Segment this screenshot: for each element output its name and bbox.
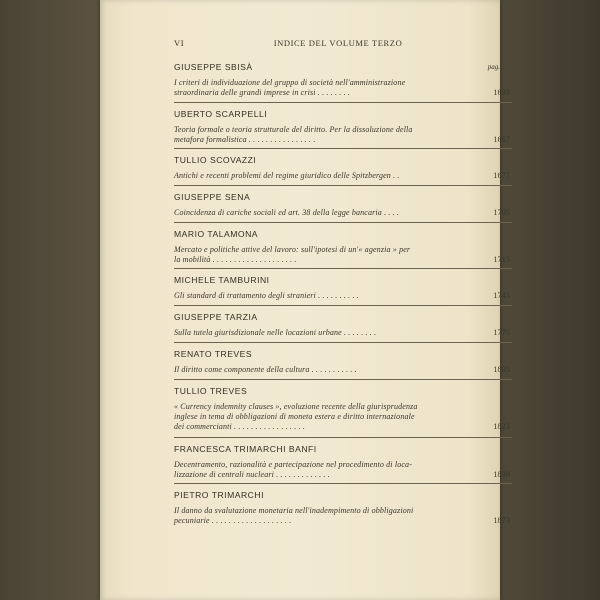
divider xyxy=(174,185,512,186)
entry-page-number: 1839 xyxy=(493,470,510,479)
entry-title-line: Teoria formale o teoria strutturale del diritto. Per la dissoluzione della xyxy=(174,125,413,134)
entry-title-line: Decentramento, razionalità e partecipazione nel procedimento di loca- xyxy=(174,460,413,469)
entry-page-number: 1775 xyxy=(493,328,510,337)
entry-title-line: dei commercianti . . . . . . . . . . . . . . . . . xyxy=(174,422,305,431)
toc-entry xyxy=(174,109,510,145)
entry-page-number: 1677 xyxy=(493,171,510,180)
entry-page-number: 1823 xyxy=(493,422,510,431)
entry-title xyxy=(174,78,510,98)
running-head-title: INDICE DEL VOLUME TERZO xyxy=(273,38,403,48)
entry-title xyxy=(174,506,510,526)
entry-author: RENATO TREVES xyxy=(174,349,253,359)
entry-page-number: 1873 xyxy=(493,516,510,525)
divider xyxy=(174,148,512,149)
entry-title xyxy=(174,208,510,218)
entry-title-line: pecuniarie . . . . . . . . . . . . . . . . . . . xyxy=(174,516,292,525)
entry-author: TULLIO SCOVAZZI xyxy=(174,155,257,165)
entry-page-number: 1639 xyxy=(493,88,510,97)
entry-title-line: Mercato e politiche attive del lavoro: sull'ipotesi di un'« agenzia » per xyxy=(174,245,411,254)
toc-entry xyxy=(174,155,510,181)
entry-author: UBERTO SCARPELLI xyxy=(174,109,268,119)
entry-title-line: Il diritto come componente della cultura . . . . . . . . . . . xyxy=(174,365,357,374)
book-page xyxy=(100,0,510,600)
running-head xyxy=(174,38,502,52)
toc-entry xyxy=(174,386,510,432)
toc-entry xyxy=(174,444,510,480)
toc-entry xyxy=(174,349,510,375)
entry-author: MARIO TALAMONA xyxy=(174,229,259,239)
entry-author: GIUSEPPE SENA xyxy=(174,192,251,202)
toc-entry xyxy=(174,192,510,218)
divider xyxy=(174,379,512,380)
divider xyxy=(174,268,512,269)
pag-label: pag. xyxy=(487,63,500,71)
toc-entry xyxy=(174,229,510,265)
entry-page-number: 1667 xyxy=(493,135,510,144)
entry-title xyxy=(174,291,510,301)
toc-entry xyxy=(174,275,510,301)
entry-author: GIUSEPPE SBISÀ xyxy=(174,62,253,72)
entry-title xyxy=(174,171,510,181)
entry-page-number: 1705 xyxy=(493,208,510,217)
divider xyxy=(174,305,512,306)
entry-title-line: Coincidenza di cariche sociali ed art. 38 della legge bancaria . . . . xyxy=(174,208,400,217)
entry-title xyxy=(174,460,510,480)
entry-page-number: 1805 xyxy=(493,365,510,374)
page-folio: VI xyxy=(174,38,185,48)
entry-title-line: Sulla tutela giurisdizionale nelle locazioni urbane . . . . . . . . xyxy=(174,328,377,337)
toc-entry xyxy=(174,312,510,338)
divider xyxy=(174,342,512,343)
entry-page-number: 1715 xyxy=(493,255,510,264)
entry-page-number: 1745 xyxy=(493,291,510,300)
divider xyxy=(174,102,512,103)
entry-title-line: Antichi e recenti problemi del regime giuridico delle Spitzbergen . . xyxy=(174,171,400,180)
entry-title-line: Il danno da svalutazione monetaria nell'inadempimento di obbligazioni xyxy=(174,506,414,515)
toc-entry xyxy=(174,490,510,526)
divider xyxy=(174,222,512,223)
divider xyxy=(174,483,512,484)
entry-title xyxy=(174,245,510,265)
entry-title xyxy=(174,402,510,432)
entry-title xyxy=(174,328,510,338)
entry-title xyxy=(174,125,510,145)
entry-title-line: inglese in tema di obbligazioni di moneta estera e diritto internazionale xyxy=(174,412,415,421)
entry-title-line: Gli standard di trattamento degli stranieri . . . . . . . . . . xyxy=(174,291,359,300)
entry-title-line: I criteri di individuazione del gruppo di società nell'amministrazione xyxy=(174,78,406,87)
entry-title-line: lizzazione di centrali nucleari . . . . . . . . . . . . . xyxy=(174,470,330,479)
entry-title-line: straordinaria delle grandi imprese in crisi . . . . . . . . xyxy=(174,88,351,97)
entry-author: GIUSEPPE TARZIA xyxy=(174,312,258,322)
entry-title-line: la mobilità . . . . . . . . . . . . . . . . . . . . xyxy=(174,255,297,264)
entry-author: TULLIO TREVES xyxy=(174,386,248,396)
toc-entry xyxy=(174,62,510,98)
entry-title xyxy=(174,365,510,375)
entry-author: MICHELE TAMBURINI xyxy=(174,275,270,285)
entry-title-line: metafora formalistica . . . . . . . . . . . . . . . . xyxy=(174,135,316,144)
entry-title-line: « Currency indemnity clauses », evoluzione recente della giurisprudenza xyxy=(174,402,418,411)
entry-author: PIETRO TRIMARCHI xyxy=(174,490,264,500)
entry-author: FRANCESCA TRIMARCHI BANFI xyxy=(174,444,317,454)
divider xyxy=(174,437,512,438)
